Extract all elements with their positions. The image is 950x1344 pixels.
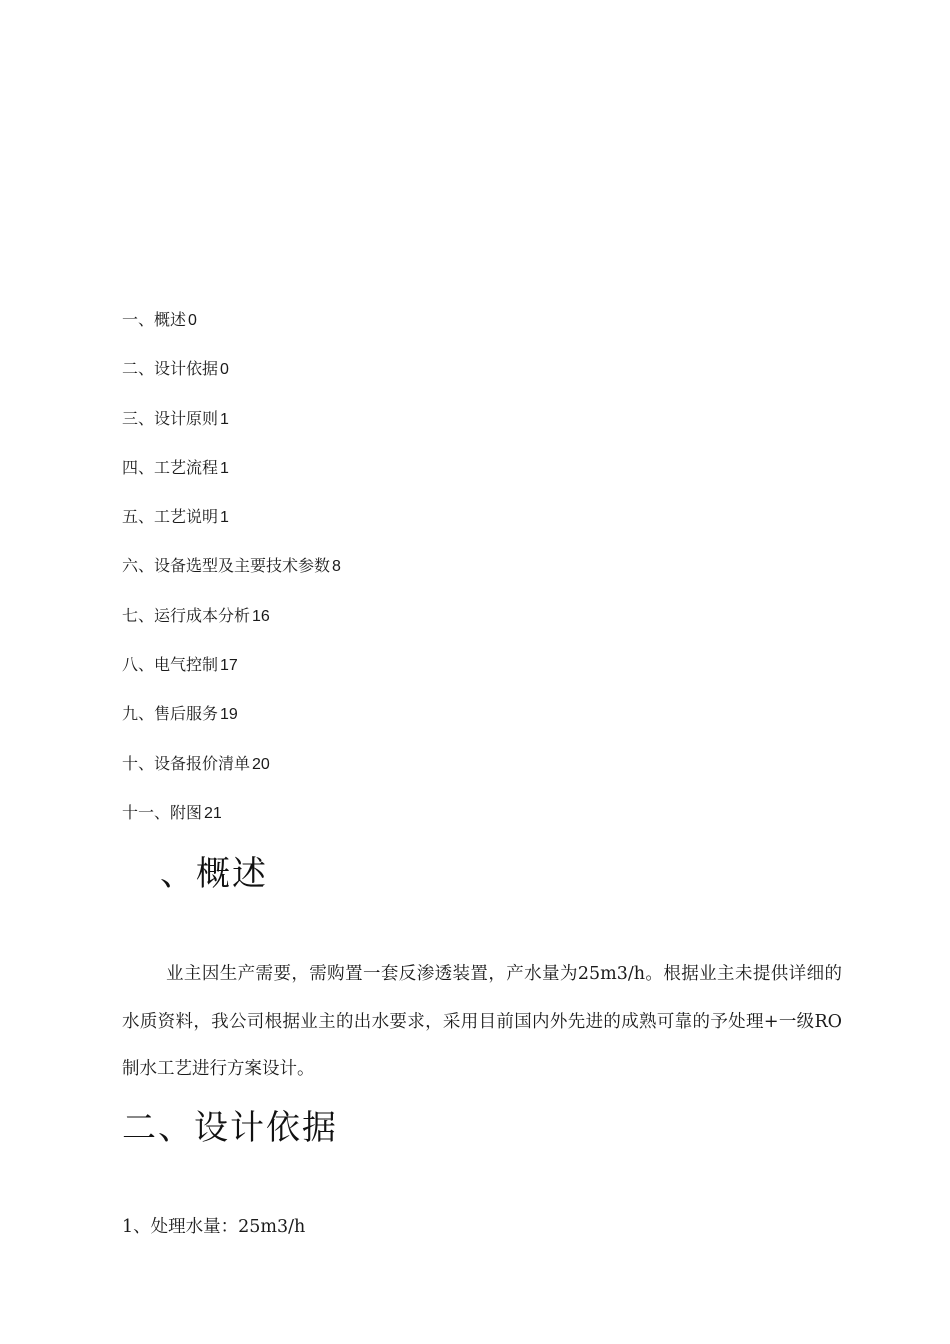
toc-item[interactable] (122, 701, 822, 750)
toc-item-page: 19 (220, 706, 238, 724)
design-basis-item: 1、处理水量：25m3/h (122, 1217, 306, 1237)
toc-item-page: 0 (188, 312, 197, 329)
toc-item-page: 1 (220, 509, 229, 527)
toc-item[interactable] (122, 652, 822, 701)
toc-item[interactable] (122, 356, 822, 405)
toc-item[interactable] (122, 455, 822, 504)
toc-item-page: 16 (252, 607, 270, 625)
section-heading-design-basis: 二、设计依据 (122, 1108, 338, 1148)
toc-item-label: 二、设计依据 (122, 359, 219, 379)
toc-item-page: 20 (252, 755, 270, 773)
toc-item[interactable] (122, 800, 822, 849)
toc-item[interactable] (122, 406, 822, 455)
toc-item-label: 九、售后服务 (122, 704, 219, 724)
toc-item-label: 一、概述 (122, 310, 187, 329)
toc-item-label: 七、运行成本分析 (122, 605, 251, 625)
toc-item-label: 八、电气控制 (122, 655, 219, 675)
section-heading-overview: 、概述 (160, 854, 268, 894)
toc-item-label: 十、设备报价清单 (122, 753, 251, 773)
toc-item[interactable] (122, 307, 822, 356)
table-of-contents (122, 307, 822, 849)
toc-item-label: 五、工艺说明 (122, 507, 219, 527)
toc-item-label: 三、设计原则 (122, 408, 219, 428)
toc-item-page: 17 (220, 657, 238, 675)
toc-item-page: 1 (220, 459, 229, 477)
toc-item[interactable] (122, 603, 822, 652)
toc-item-page: 8 (332, 558, 341, 576)
toc-item-page: 1 (220, 410, 229, 428)
toc-item[interactable] (122, 504, 822, 553)
toc-item-label: 六、设备选型及主要技术参数 (122, 556, 331, 576)
toc-item[interactable] (122, 751, 822, 800)
toc-item-page: 21 (204, 804, 222, 822)
toc-item-page: 0 (220, 361, 229, 379)
toc-item-label: 四、工艺流程 (122, 457, 219, 477)
toc-item[interactable] (122, 553, 822, 602)
overview-paragraph: 业主因生产需要，需购置一套反渗透装置，产水量为25m3/h。根据业主未提供详细的水质资料，我公司根据业主的出水要求，采用目前国内外先进的成熟可靠的予处理+一级RO制水工艺进行方案设计。 (122, 964, 842, 1079)
toc-item-label: 十一、附图 (122, 802, 203, 822)
